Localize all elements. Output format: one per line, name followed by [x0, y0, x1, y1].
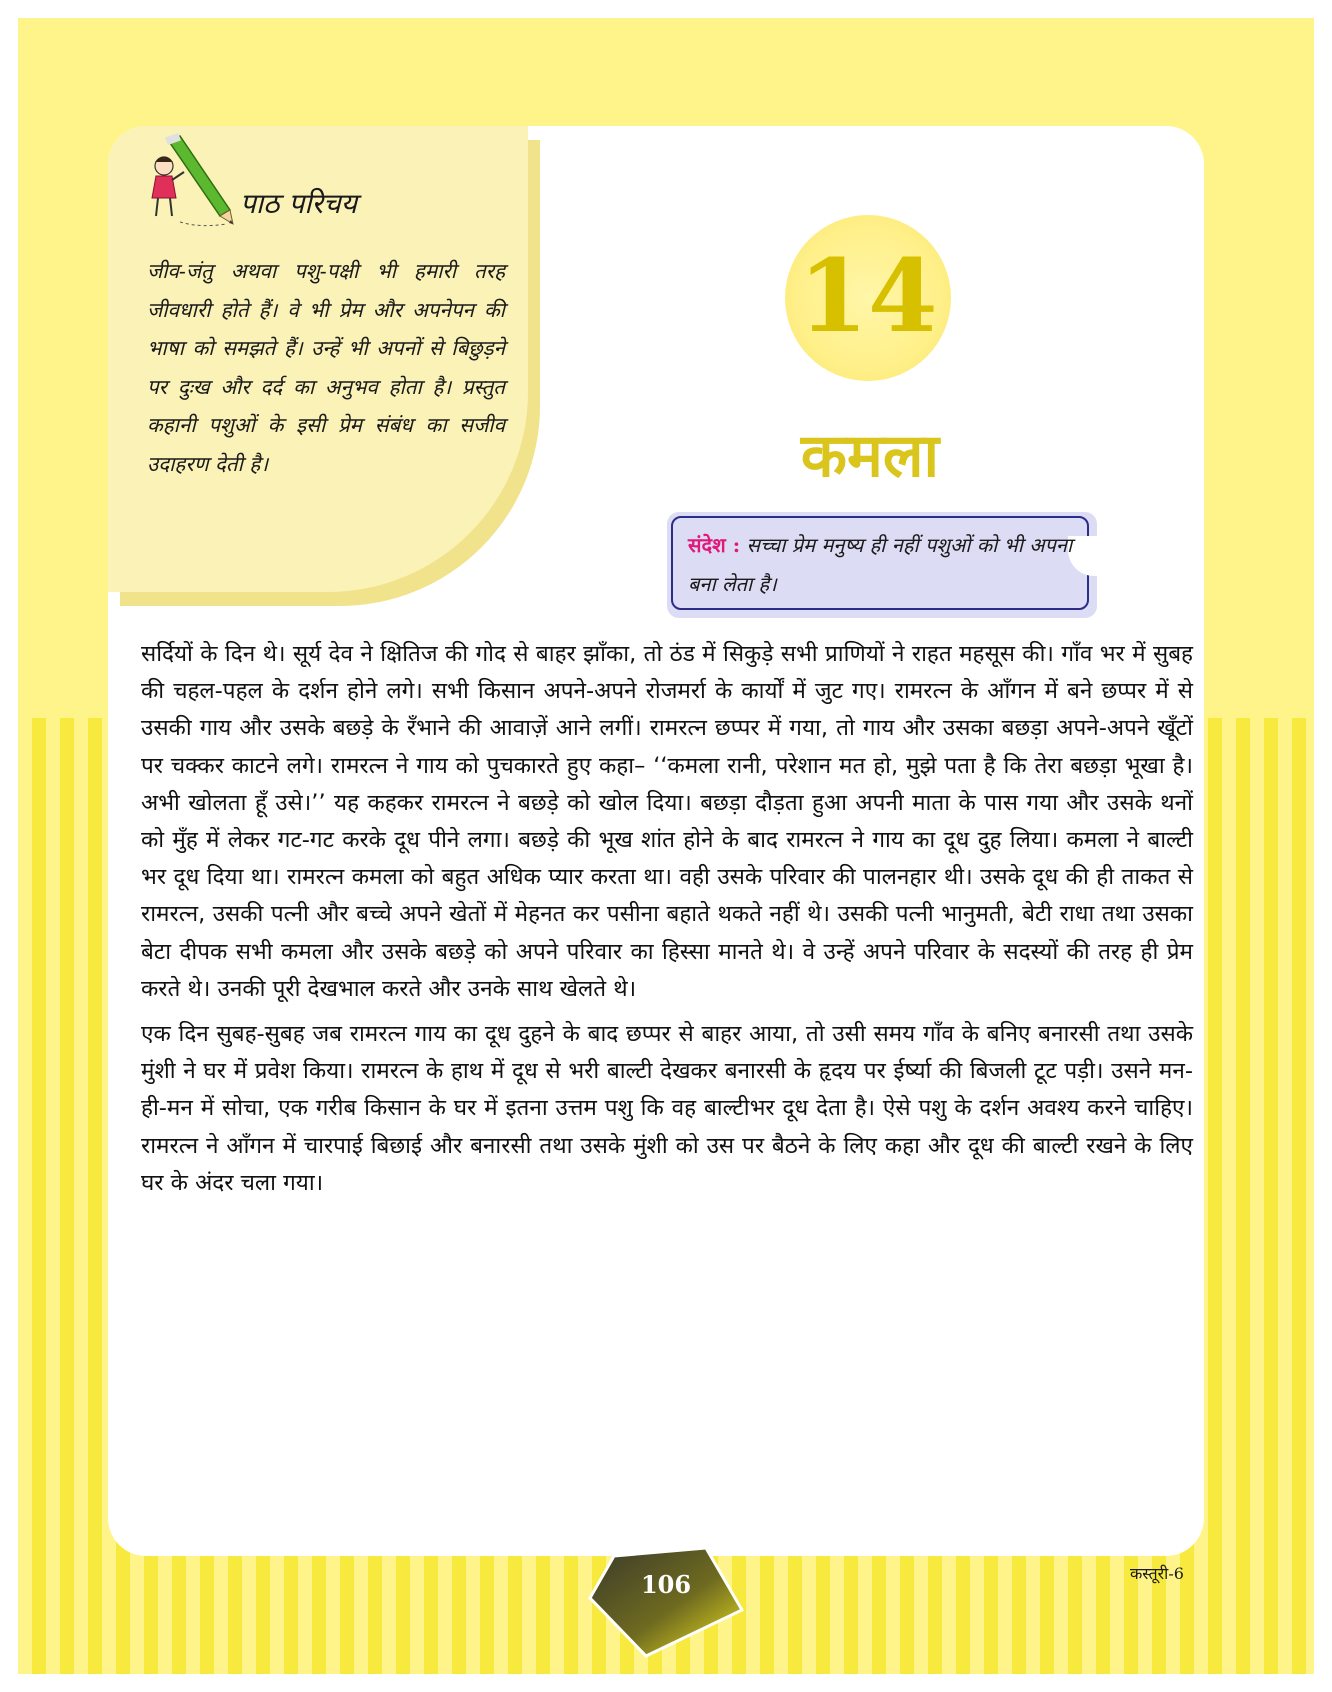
intro-title: पाठ परिचय — [240, 187, 357, 220]
chapter-title: कमला — [800, 421, 940, 491]
story-paragraph: एक दिन सुबह-सुबह जब रामरत्न गाय का दूध दुहने के बाद छप्पर से बाहर आया, तो उसी समय गाँव के बनिए बनारसी तथा उसके मुंशी ने घर में प्रवेश किया। रामरत्न के हाथ में दूध से भरी बाल्टी देखकर बनारसी के हृदय पर ईर्ष्या की बिजली टूट पड़ी। उसने मन-ही-मन में सोचा, एक गरीब किसान के घर में इतना उत्तम पशु कि वह बाल्टीभर दूध देता है। ऐसे पशु के दर्शन अवश्य करने चाहिए। रामरत्न ने आँगन में चारपाई बिछाई और बनारसी तथा उसके मुंशी को उस पर बैठने के लिए कहा और दूध की बाल्टी रखने के लिए घर के अंदर चला गया। — [141, 1021, 1193, 1196]
message-content: सच्चा प्रेम मनुष्य ही नहीं पशुओं को भी अपना बना लेता है। — [688, 533, 1073, 596]
message-label: संदेश : — [688, 533, 741, 557]
message-text — [688, 526, 1078, 604]
intro-text: जीव-जंतु अथवा पशु-पक्षी भी हमारी तरह जीवधारी होते हैं। वे भी प्रेम और अपनेपन की भाषा को समझते हैं। उन्हें भी अपनों से बिछुड़ने पर दुःख और दर्द का अनुभव होता है। प्रस्तुत कहानी पशुओं के इसी प्रेम संबंध का सजीव उदाहरण देती है। — [147, 259, 505, 476]
story-paragraph: सर्दियों के दिन थे। सूर्य देव ने क्षितिज की गोद से बाहर झाँका, तो ठंड में सिकुड़े सभी प्राणियों ने राहत महसूस की। गाँव भर में सुबह की चहल-पहल के दर्शन होने लगे। सभी किसान अपने-अपने रोजमर्रा के कार्यों में जुट गए। रामरत्न के आँगन में बने छप्पर में से उसकी गाय और उसके बछड़े के रँभाने की आवाज़ें आने लगीं। रामरत्न छप्पर में गया, तो गाय और उसका बछड़ा अपने-अपने खूँटों पर चक्कर काटने लगे। रामरत्न ने गाय को पुचकारते हुए कहा– ‘‘कमला रानी, परेशान मत हो, मुझे पता है कि तेरा बछड़ा भूखा है। अभी खोलता हूँ उसे।’’ यह कहकर रामरत्न ने बछड़े को खोल दिया। बछड़ा दौड़ता हुआ अपनी माता के पास गया और उसके थनों को मुँह में लेकर गट-गट करके दूध पीने लगा। बछड़े की भूख शांत होने के बाद रामरत्न ने गाय का दूध दुह लिया। कमला ने बाल्टी भर दूध दिया था। रामरत्न कमला को बहुत अधिक प्यार करता था। वही उसके परिवार की पालनहार थी। उसके दूध की ही ताकत से रामरत्न, उसकी पत्नी और बच्चे अपने खेतों में मेहनत कर पसीना बहाते थकते नहीं थे। उसकी पत्नी भानुमती, बेटी राधा तथा उसका बेटा दीपक सभी कमला और उसके बछड़े को अपने परिवार का हिस्सा मानते थे। वे उन्हें अपने परिवार के सदस्यों की तरह ही प्रेम करते थे। उनकी पूरी देखभाल करते और उनके साथ खेलते थे। — [141, 641, 1193, 1002]
page-number: 106 — [640, 1570, 692, 1599]
book-name: कस्तूरी-6 — [1130, 1564, 1184, 1583]
chapter-number: 14 — [798, 237, 938, 355]
pencil-girl-icon — [140, 132, 250, 232]
story-body — [141, 636, 1193, 1210]
page-number-badge — [586, 1546, 746, 1658]
